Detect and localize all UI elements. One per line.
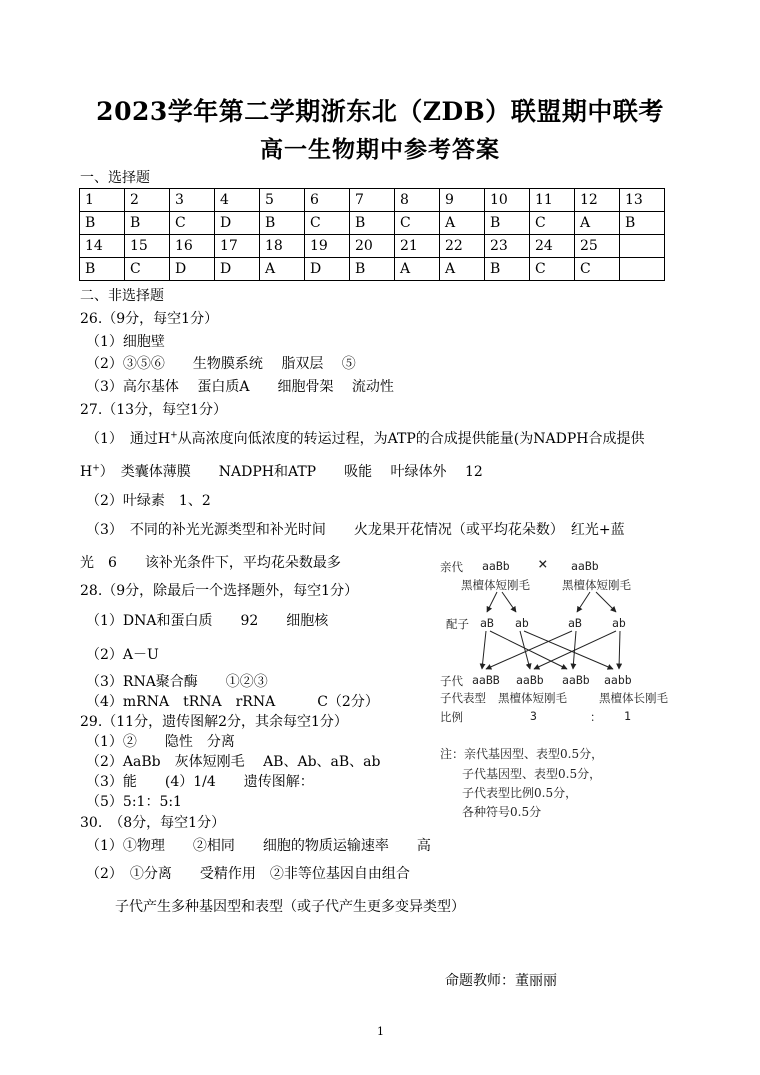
answer-cell: C: [395, 212, 440, 235]
q29-line4: （5）5:1：5:1: [86, 794, 182, 810]
diagram-phenotype-2: 黑檀体长刚毛: [599, 691, 668, 705]
answer-cell: A: [260, 258, 305, 281]
question-number-cell: 12: [575, 189, 620, 212]
q26-line1: （1）细胞壁: [86, 334, 165, 350]
question-number-cell: 2: [125, 189, 170, 212]
question-number-cell: 20: [350, 235, 395, 258]
answer-cell: B: [485, 258, 530, 281]
diagram-cross-symbol: ×: [538, 554, 548, 573]
answer-table-row: [80, 258, 665, 281]
document-title: 2023学年第二学期浙东北（ZDB）联盟期中联考: [96, 97, 664, 126]
diagram-parent1-phenotype: 黑檀体短刚毛: [461, 578, 530, 592]
answer-cell: [620, 258, 665, 281]
q27-line2-part-a: H: [80, 464, 93, 480]
diagram-ratio-1: 3: [530, 709, 537, 723]
diagram-offspring-3: aaBb: [562, 673, 590, 687]
diagram-ratio-separator: ：: [590, 710, 602, 724]
answer-cell: D: [170, 258, 215, 281]
answer-cell: B: [350, 212, 395, 235]
diagram-phenotype-label: 子代表型: [440, 691, 486, 705]
q27-line2-part-b: ） 类囊体薄膜 NADPH和ATP 吸能 叶绿体外 12: [99, 464, 483, 480]
question-number-cell: [620, 235, 665, 258]
diagram-offspring-4: aabb: [604, 673, 632, 687]
answer-cell: A: [440, 212, 485, 235]
diagram-offspring-1: aaBB: [472, 673, 500, 687]
q26-line2: （2）③⑤⑥ 生物膜系统 脂双层 ⑤: [86, 356, 356, 372]
question-number-cell: 13: [620, 189, 665, 212]
answer-cell: A: [395, 258, 440, 281]
arrow-g4-o2: [534, 631, 616, 669]
answer-cell: B: [620, 212, 665, 235]
answer-cell: C: [530, 212, 575, 235]
answer-cell: B: [260, 212, 305, 235]
page-number: 1: [377, 1025, 384, 1038]
q29-line2: （2）AaBb 灰体短刚毛 AB、Ab、aB、ab: [86, 754, 381, 770]
question-number-cell: 17: [215, 235, 260, 258]
q27-line1: [86, 428, 644, 448]
q30-heading: 30. （8分，每空1分）: [80, 815, 226, 831]
arrow-g2-o2: [520, 631, 530, 669]
question-number-cell: 10: [485, 189, 530, 212]
diagram-ratio-label: 比例: [440, 710, 463, 724]
question-number-cell: 7: [350, 189, 395, 212]
question-number-cell: 11: [530, 189, 575, 212]
answer-cell: B: [80, 212, 125, 235]
answer-cell: C: [170, 212, 215, 235]
diagram-gamete-label: 配子: [446, 617, 469, 631]
question-number-cell: 8: [395, 189, 440, 212]
answer-cell: C: [125, 258, 170, 281]
answer-table-row: [80, 235, 665, 258]
arrow-g4-o4: [619, 631, 620, 669]
arrow-g1-o1: [482, 631, 486, 669]
answer-cell: C: [305, 212, 350, 235]
arrow-p2-g4: [596, 592, 616, 612]
answer-table-row: [80, 212, 665, 235]
q27-line1-part-b: 从高浓度向低浓度的转运过程，为ATP的合成提供能量(为NADPH合成提供: [177, 431, 645, 447]
question-number-cell: 16: [170, 235, 215, 258]
diagram-gamete-4: ab: [612, 616, 626, 630]
q27-line4: （3） 不同的补光光源类型和补光时间 火龙果开花情况（或平均花朵数） 红光+蓝: [86, 522, 625, 538]
question-number-cell: 15: [125, 235, 170, 258]
q26-heading: 26.（9分，每空1分）: [80, 311, 219, 327]
q27-line2: [80, 461, 483, 481]
question-number-cell: 24: [530, 235, 575, 258]
answer-cell: B: [350, 258, 395, 281]
q27-line1-part-a: （1） 通过H: [86, 431, 171, 447]
arrow-p2-g3: [577, 592, 590, 612]
diagram-gamete-2: ab: [515, 616, 529, 630]
q26-line3: （3）高尔基体 蛋白质A 细胞骨架 流动性: [86, 379, 394, 395]
question-number-cell: 21: [395, 235, 440, 258]
q27-line1-superscript: +: [170, 430, 178, 441]
q28-heading: 28.（9分，除最后一个选择题外，每空1分）: [80, 583, 359, 599]
q28-line1: （1）DNA和蛋白质 92 细胞核: [86, 613, 329, 629]
diagram-offspring-2: aaBb: [516, 673, 544, 687]
question-number-cell: 5: [260, 189, 305, 212]
answer-cell: D: [215, 212, 260, 235]
q30-line1: （1）①物理 ②相同 细胞的物质运输速率 高: [86, 838, 431, 854]
arrow-g2-o4: [524, 631, 613, 669]
arrow-g3-o1: [486, 631, 572, 669]
question-number-cell: 3: [170, 189, 215, 212]
answer-table-row: [80, 189, 665, 212]
question-number-cell: 25: [575, 235, 620, 258]
q27-heading: 27.（13分，每空1分）: [80, 402, 227, 418]
note-line4: 各种符号0.5分: [462, 805, 542, 819]
question-number-cell: 6: [305, 189, 350, 212]
diagram-ratio-2: 1: [624, 709, 631, 723]
diagram-parent1-genotype: aaBb: [482, 559, 510, 573]
diagram-phenotype-1: 黑檀体短刚毛: [498, 691, 567, 705]
q28-line3: （3）RNA聚合酶 ①②③: [86, 674, 268, 690]
answer-cell: A: [575, 212, 620, 235]
diagram-parent-label: 亲代: [440, 560, 463, 574]
note-line3: 子代表型比例0.5分，: [462, 786, 578, 800]
question-number-cell: 14: [80, 235, 125, 258]
document-subtitle: 高一生物期中参考答案: [260, 136, 500, 163]
diagram-parent2-genotype: aaBb: [571, 559, 599, 573]
question-number-cell: 23: [485, 235, 530, 258]
q30-line3: 子代产生多种基因型和表型（或子代产生更多变异类型）: [115, 899, 465, 915]
q30-line2: （2） ①分离 受精作用 ②非等位基因自由组合: [86, 866, 410, 882]
q27-line5: 光 6 该补光条件下，平均花朵数最多: [80, 555, 341, 571]
answer-cell: C: [530, 258, 575, 281]
q29-heading: 29.（11分，遗传图解2分，其余每空1分）: [80, 714, 348, 730]
diagram-gamete-3: aB: [568, 616, 582, 630]
question-number-cell: 18: [260, 235, 305, 258]
section-nonchoice-heading: 二、非选择题: [80, 288, 164, 304]
answer-table: [79, 188, 665, 281]
note-line2: 子代基因型、表型0.5分，: [462, 767, 602, 781]
arrow-g3-o3: [573, 631, 576, 669]
arrow-p1-g1: [487, 592, 497, 612]
question-number-cell: 4: [215, 189, 260, 212]
answer-cell: B: [125, 212, 170, 235]
note-line1: 注：亲代基因型、表型0.5分，: [440, 747, 604, 761]
arrow-p1-g2: [502, 592, 516, 612]
arrow-g1-o3: [490, 631, 567, 669]
answer-cell: B: [485, 212, 530, 235]
q29-line3: （3）能 (4）1/4 遗传图解：: [86, 774, 314, 790]
question-number-cell: 1: [80, 189, 125, 212]
author-credit: 命题教师：董丽丽: [445, 973, 557, 989]
q27-line2-superscript: +: [92, 463, 100, 474]
answer-cell: D: [215, 258, 260, 281]
diagram-parent2-phenotype: 黑檀体短刚毛: [562, 578, 631, 592]
diagram-offspring-label: 子代: [440, 674, 463, 688]
question-number-cell: 22: [440, 235, 485, 258]
answer-cell: D: [305, 258, 350, 281]
question-number-cell: 9: [440, 189, 485, 212]
answer-cell: B: [80, 258, 125, 281]
section-choice-heading: 一、选择题: [80, 170, 150, 186]
question-number-cell: 19: [305, 235, 350, 258]
diagram-gamete-1: aB: [480, 616, 494, 630]
answer-cell: A: [440, 258, 485, 281]
q28-line4: （4）mRNA tRNA rRNA C（2分）: [86, 694, 379, 710]
answer-cell: C: [575, 258, 620, 281]
q27-line3: （2）叶绿素 1、2: [86, 493, 211, 509]
q29-line1: （1）② 隐性 分离: [86, 734, 235, 750]
q28-line2: （2）A－U: [86, 647, 159, 663]
